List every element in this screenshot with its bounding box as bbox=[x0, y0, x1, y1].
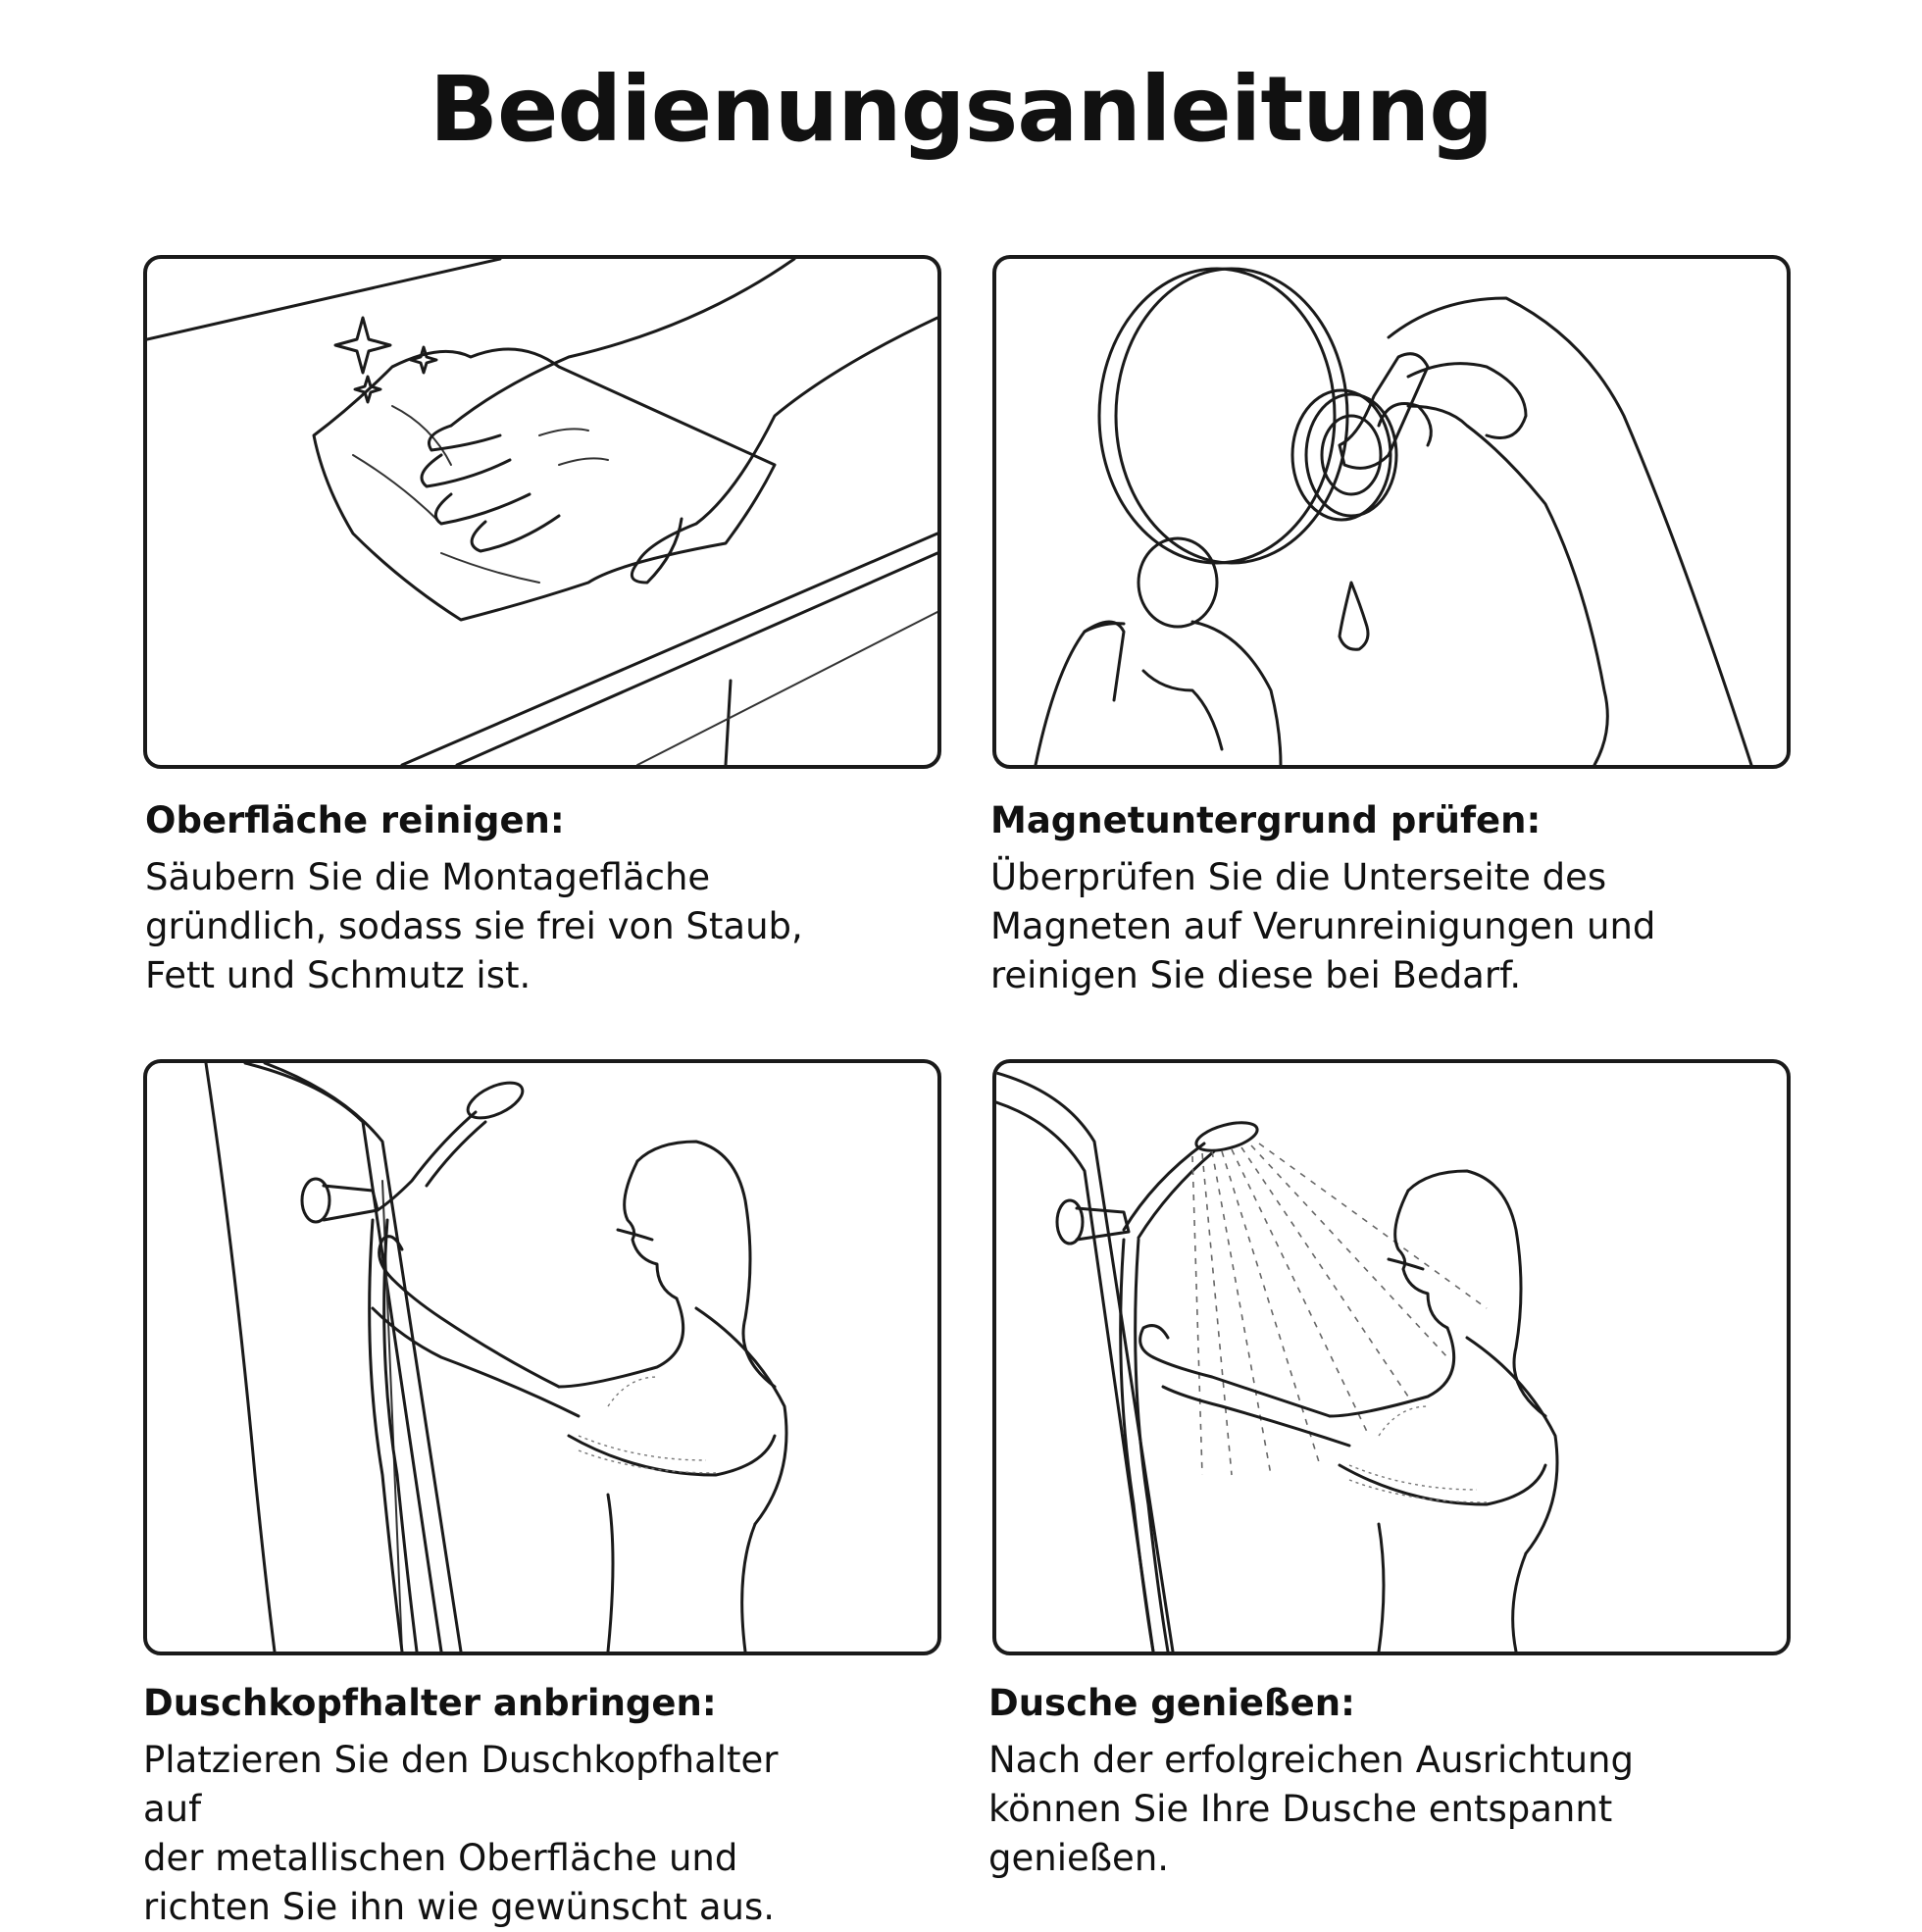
step-4-line-1: Nach der erfolgreichen Ausrichtung bbox=[988, 1739, 1634, 1781]
step-3-line-1: Platzieren Sie den Duschkopfhalter auf bbox=[143, 1739, 779, 1830]
step-3-line-3: richten Sie ihn wie gewünscht aus. bbox=[143, 1886, 775, 1928]
step-1-line-3: Fett und Schmutz ist. bbox=[145, 954, 531, 996]
illustration-attach-holder bbox=[143, 1059, 941, 1655]
step-2-description bbox=[990, 853, 1677, 1000]
illustration-clean-surface bbox=[143, 255, 941, 769]
step-2-line-2: Magneten auf Verunreinigungen und bbox=[990, 905, 1656, 947]
step-2-line-3: reinigen Sie diese bei Bedarf. bbox=[990, 954, 1522, 996]
step-2-heading: Magnetuntergrund prüfen: bbox=[990, 799, 1542, 841]
step-4-line-2: können Sie Ihre Dusche entspannt bbox=[988, 1788, 1613, 1830]
page-title: Bedienungsanleitung bbox=[429, 57, 1493, 162]
step-3-caption bbox=[143, 1679, 908, 1932]
step-3-heading: Duschkopfhalter anbringen: bbox=[143, 1682, 717, 1724]
illustration-enjoy-shower bbox=[992, 1059, 1791, 1655]
step-1-heading: Oberfläche reinigen: bbox=[145, 799, 565, 841]
step-2-caption bbox=[990, 796, 1755, 1000]
step-3-line-2: der metallischen Oberfläche und bbox=[143, 1837, 738, 1879]
woman-showering-icon bbox=[996, 1063, 1787, 1652]
step-4-caption bbox=[988, 1679, 1753, 1883]
step-4-description bbox=[988, 1736, 1675, 1883]
step-1-line-1: Säubern Sie die Montagefläche bbox=[145, 856, 711, 898]
step-2-line-1: Überprüfen Sie die Unterseite des bbox=[990, 856, 1607, 898]
step-4-heading: Dusche genießen: bbox=[988, 1682, 1355, 1724]
illustration-magnet-base bbox=[992, 255, 1791, 769]
magnet-inspection-icon bbox=[996, 259, 1787, 765]
step-1-line-2: gründlich, sodass sie frei von Staub, bbox=[145, 905, 803, 947]
woman-attaching-holder-icon bbox=[147, 1063, 937, 1652]
step-1-caption bbox=[145, 796, 910, 1000]
step-1-description bbox=[145, 853, 832, 1000]
step-3-description bbox=[143, 1736, 830, 1932]
step-4-line-3: genießen. bbox=[988, 1837, 1170, 1879]
hand-wiping-cloth-icon bbox=[147, 259, 937, 765]
